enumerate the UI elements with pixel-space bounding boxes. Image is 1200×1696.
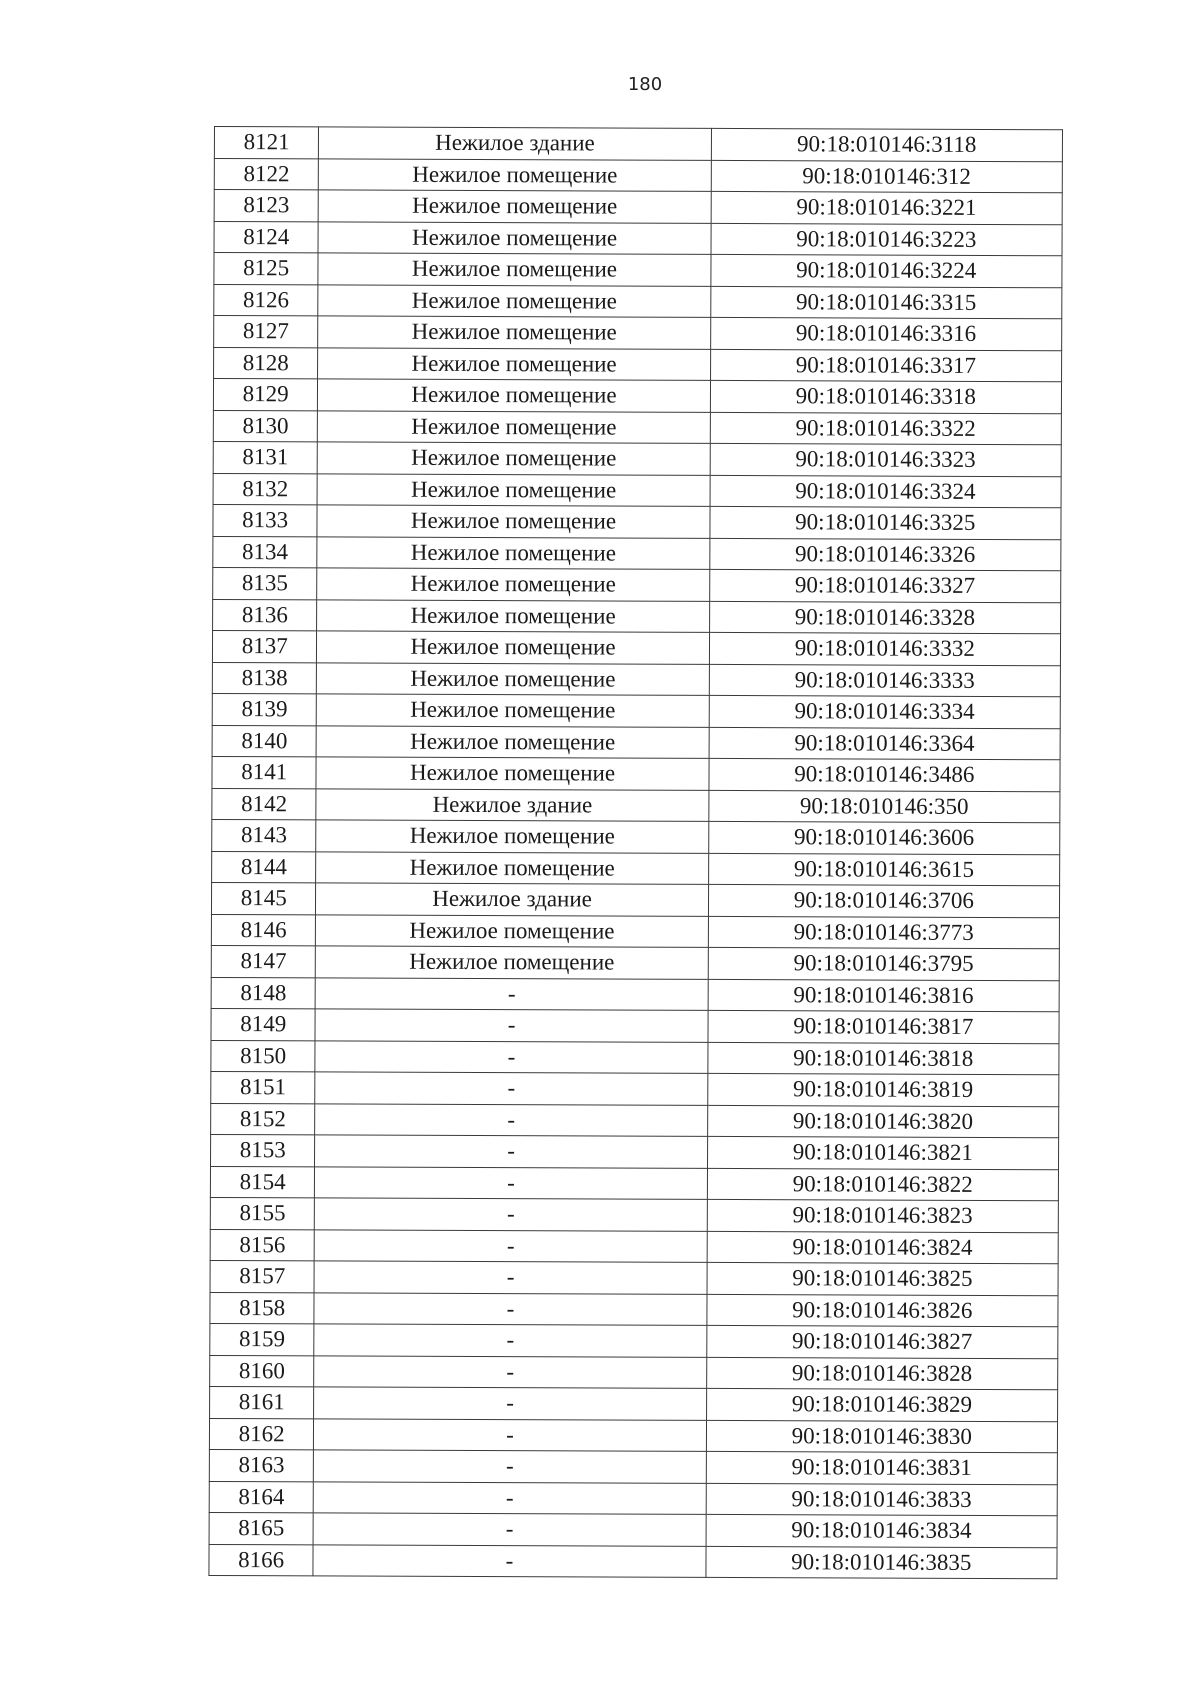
table-row [209,1512,1057,1547]
cadastral-number-cell: 90:18:010146:3817 [708,1010,1059,1043]
cadastral-number-cell: 90:18:010146:3315 [710,286,1061,319]
row-number-cell: 8149 [211,1008,316,1040]
row-number-cell: 8156 [210,1229,315,1261]
cadastral-number-cell: 90:18:010146:350 [708,790,1059,823]
table-row [211,945,1059,980]
table-row [212,630,1060,665]
object-type-cell: - [314,1418,706,1451]
row-number-cell: 8140 [212,725,317,757]
object-type-cell: Нежилое помещение [316,757,708,790]
object-type-cell: Нежилое помещение [317,473,709,506]
cadastral-number-cell: 90:18:010146:3328 [709,601,1060,634]
row-number-cell: 8129 [213,379,318,411]
cadastral-number-cell: 90:18:010146:3830 [706,1420,1057,1453]
row-number-cell: 8137 [212,630,317,662]
table-row [209,1418,1057,1453]
cadastral-number-cell: 90:18:010146:3828 [706,1357,1057,1390]
object-type-cell: - [314,1355,706,1388]
table-row [211,1103,1059,1138]
row-number-cell: 8155 [210,1197,315,1229]
table-row [214,158,1062,193]
row-number-cell: 8152 [211,1103,316,1135]
table-row [211,1040,1059,1075]
cadastral-number-cell: 90:18:010146:3833 [706,1483,1057,1516]
table-row [214,316,1062,351]
row-number-cell: 8160 [210,1355,315,1387]
cadastral-number-cell: 90:18:010146:3224 [711,254,1062,287]
row-number-cell: 8159 [210,1323,315,1355]
cadastral-number-cell: 90:18:010146:3818 [707,1042,1058,1075]
cadastral-number-cell: 90:18:010146:3822 [707,1168,1058,1201]
cadastral-number-cell: 90:18:010146:3825 [707,1262,1058,1295]
row-number-cell: 8163 [209,1449,314,1481]
table-row [213,536,1061,571]
row-number-cell: 8124 [214,221,319,253]
table-row [214,190,1062,225]
cadastral-number-cell: 90:18:010146:3827 [706,1325,1057,1358]
row-number-cell: 8121 [214,127,319,159]
object-type-cell: Нежилое помещение [316,946,708,979]
cadastral-number-cell: 90:18:010146:3824 [707,1231,1058,1264]
object-type-cell: - [315,1009,707,1042]
table-row [211,977,1059,1012]
table-row [210,1292,1058,1327]
cadastral-number-cell: 90:18:010146:3820 [707,1105,1058,1138]
row-number-cell: 8128 [214,347,319,379]
cadastral-number-cell: 90:18:010146:3615 [708,853,1059,886]
object-type-cell: Нежилое здание [316,883,708,916]
cadastral-number-cell: 90:18:010146:3323 [710,443,1061,476]
table-row [212,819,1060,854]
cadastral-number-cell: 90:18:010146:3334 [709,695,1060,728]
table-row [213,379,1061,414]
cadastral-number-cell: 90:18:010146:3795 [708,947,1059,980]
object-type-cell: - [313,1544,705,1577]
object-type-cell: Нежилое помещение [318,221,710,254]
row-number-cell: 8150 [211,1040,316,1072]
registry-table-body [209,127,1063,1579]
page-number: 180 [627,74,663,95]
object-type-cell: Нежилое помещение [316,820,708,853]
row-number-cell: 8153 [211,1134,316,1166]
object-type-cell: - [314,1292,706,1325]
cadastral-number-cell: 90:18:010146:3821 [707,1136,1058,1169]
row-number-cell: 8130 [213,410,318,442]
row-number-cell: 8125 [214,253,319,285]
table-row [214,347,1062,382]
row-number-cell: 8136 [213,599,318,631]
object-type-cell: - [316,977,708,1010]
object-type-cell: Нежилое помещение [317,505,709,538]
table-row [211,1008,1059,1043]
table-row [211,914,1059,949]
cadastral-number-cell: 90:18:010146:3706 [708,884,1059,917]
table-row [212,756,1060,791]
row-number-cell: 8148 [211,977,316,1009]
object-type-cell: Нежилое помещение [316,851,708,884]
table-row [210,1260,1058,1295]
cadastral-number-cell: 90:18:010146:3327 [709,569,1060,602]
row-number-cell: 8144 [212,851,317,883]
object-type-cell: - [313,1513,705,1546]
table-row [214,127,1062,162]
table-row [211,882,1059,917]
cadastral-number-cell: 90:18:010146:3773 [708,916,1059,949]
row-number-cell: 8127 [214,316,319,348]
table-row [210,1229,1058,1264]
object-type-cell: Нежилое помещение [317,694,709,727]
cadastral-number-cell: 90:18:010146:3322 [710,412,1061,445]
object-type-cell: - [315,1198,707,1231]
row-number-cell: 8145 [211,882,316,914]
object-type-cell: Нежилое здание [319,127,711,160]
row-number-cell: 8138 [212,662,317,694]
object-type-cell: - [314,1450,706,1483]
table-row [213,441,1061,476]
object-type-cell: - [314,1324,706,1357]
object-type-cell: Нежилое помещение [317,536,709,569]
row-number-cell: 8166 [209,1544,314,1576]
row-number-cell: 8126 [214,284,319,316]
row-number-cell: 8142 [212,788,317,820]
object-type-cell: Нежилое помещение [317,568,709,601]
cadastral-number-cell: 90:18:010146:3118 [711,128,1062,161]
object-type-cell: Нежилое помещение [317,662,709,695]
object-type-cell: - [315,1229,707,1262]
row-number-cell: 8135 [213,567,318,599]
row-number-cell: 8147 [211,945,316,977]
table-row [210,1355,1058,1390]
row-number-cell: 8132 [213,473,318,505]
cadastral-number-cell: 90:18:010146:3318 [710,380,1061,413]
row-number-cell: 8164 [209,1481,314,1513]
table-row [210,1166,1058,1201]
cadastral-number-cell: 90:18:010146:3326 [709,538,1060,571]
table-row [213,410,1061,445]
object-type-cell: Нежилое помещение [317,631,709,664]
row-number-cell: 8139 [212,693,317,725]
cadastral-number-cell: 90:18:010146:3324 [710,475,1061,508]
cadastral-number-cell: 90:18:010146:3486 [709,758,1060,791]
row-number-cell: 8141 [212,756,317,788]
table-row [213,504,1061,539]
object-type-cell: - [315,1135,707,1168]
row-number-cell: 8161 [210,1386,315,1418]
object-type-cell: Нежилое помещение [318,379,710,412]
row-number-cell: 8165 [209,1512,314,1544]
cadastral-number-cell: 90:18:010146:3333 [709,664,1060,697]
cadastral-number-cell: 90:18:010146:3364 [709,727,1060,760]
row-number-cell: 8154 [210,1166,315,1198]
table-row [212,788,1060,823]
object-type-cell: Нежилое здание [316,788,708,821]
table-row [212,693,1060,728]
row-number-cell: 8158 [210,1292,315,1324]
cadastral-number-cell: 90:18:010146:3829 [706,1388,1057,1421]
row-number-cell: 8143 [212,819,317,851]
object-type-cell: Нежилое помещение [318,284,710,317]
object-type-cell: - [315,1166,707,1199]
row-number-cell: 8146 [211,914,316,946]
cadastral-number-cell: 90:18:010146:3834 [706,1514,1057,1547]
cadastral-number-cell: 90:18:010146:3316 [710,317,1061,350]
row-number-cell: 8162 [209,1418,314,1450]
row-number-cell: 8133 [213,504,318,536]
object-type-cell: - [315,1072,707,1105]
cadastral-number-cell: 90:18:010146:3826 [707,1294,1058,1327]
cadastral-number-cell: 90:18:010146:3221 [711,191,1062,224]
cadastral-number-cell: 90:18:010146:3819 [707,1073,1058,1106]
table-row [214,253,1062,288]
cadastral-number-cell: 90:18:010146:3835 [706,1546,1057,1579]
object-type-cell: Нежилое помещение [319,158,711,191]
table-row [210,1323,1058,1358]
table-row [209,1544,1057,1579]
object-type-cell: - [314,1481,706,1514]
registry-table [208,126,1063,1579]
object-type-cell: - [315,1103,707,1136]
cadastral-number-cell: 90:18:010146:3606 [708,821,1059,854]
table-row [209,1449,1057,1484]
row-number-cell: 8134 [213,536,318,568]
table-row [213,599,1061,634]
table-row [210,1197,1058,1232]
table-row [211,1071,1059,1106]
object-type-cell: Нежилое помещение [318,410,710,443]
object-type-cell: Нежилое помещение [316,914,708,947]
row-number-cell: 8151 [211,1071,316,1103]
object-type-cell: Нежилое помещение [317,725,709,758]
row-number-cell: 8131 [213,441,318,473]
table-row [210,1386,1058,1421]
cadastral-number-cell: 90:18:010146:3831 [706,1451,1057,1484]
object-type-cell: Нежилое помещение [317,599,709,632]
row-number-cell: 8157 [210,1260,315,1292]
row-number-cell: 8123 [214,190,319,222]
cadastral-number-cell: 90:18:010146:3223 [711,223,1062,256]
table-row [213,567,1061,602]
object-type-cell: Нежилое помещение [319,190,711,223]
object-type-cell: Нежилое помещение [318,347,710,380]
row-number-cell: 8122 [214,158,319,190]
object-type-cell: Нежилое помещение [318,253,710,286]
table-row [209,1481,1057,1516]
cadastral-number-cell: 90:18:010146:3332 [709,632,1060,665]
cadastral-number-cell: 90:18:010146:312 [711,160,1062,193]
object-type-cell: - [314,1387,706,1420]
object-type-cell: - [314,1261,706,1294]
table-row [211,1134,1059,1169]
object-type-cell: Нежилое помещение [318,316,710,349]
object-type-cell: Нежилое помещение [318,442,710,475]
table-row [212,662,1060,697]
table-row [212,725,1060,760]
cadastral-number-cell: 90:18:010146:3317 [710,349,1061,382]
table-row [214,284,1062,319]
table-row [213,473,1061,508]
object-type-cell: - [315,1040,707,1073]
cadastral-number-cell: 90:18:010146:3816 [708,979,1059,1012]
table-row [214,221,1062,256]
table-row [212,851,1060,886]
cadastral-number-cell: 90:18:010146:3823 [707,1199,1058,1232]
cadastral-number-cell: 90:18:010146:3325 [710,506,1061,539]
